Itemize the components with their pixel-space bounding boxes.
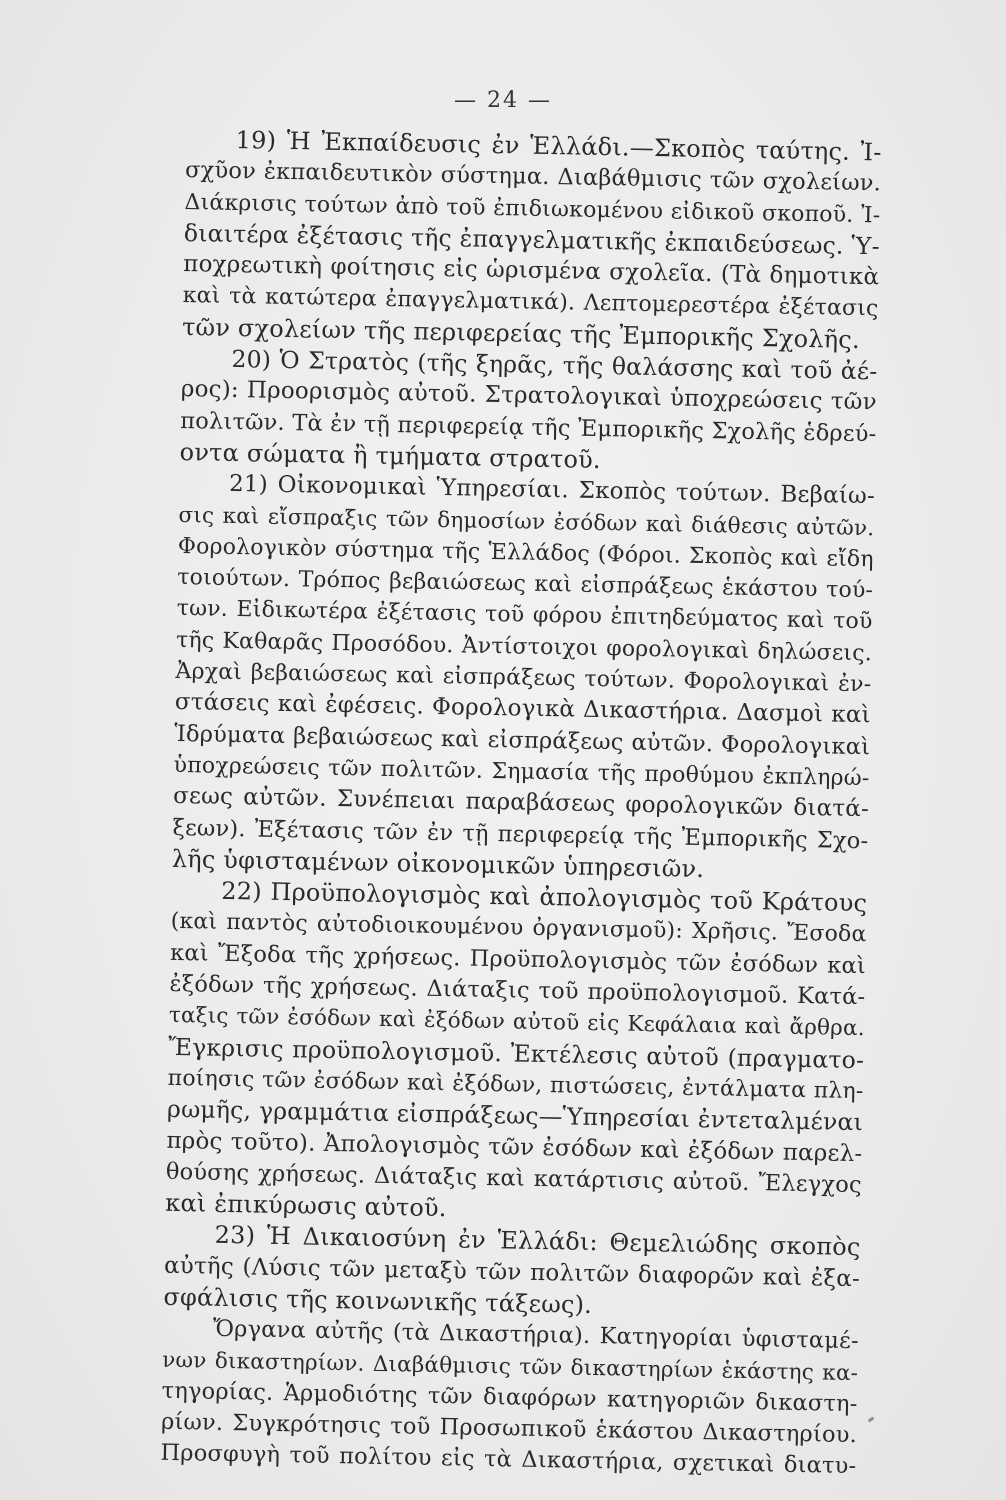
text-line: πρὸς τοῦτο). Ἀπολογισμὸς τῶν ἐσόδων καὶ ἐξόδων παρελ- — [166, 1127, 863, 1167]
text-line: 21) Οἰκονομικαὶ Ὑπηρεσίαι. Σκοπὸς τούτων. Βεβαίω- — [228, 471, 876, 510]
text-line: πολιτῶν. Τὰ ἐν τῇ περιφερείᾳ τῆς Ἐμπορικῆς Σχολῆς ἑδρεύ- — [180, 407, 877, 447]
text-line: ρίων. Συγκρότησις τοῦ Προσωπικοῦ ἑκάστου Δικαστηρίου. — [160, 1408, 858, 1449]
text-line: νων δικαστηρίων. Διαβάθμισις τῶν δικαστηρίων ἑκάστης κα- — [162, 1347, 859, 1386]
page-number: — 24 — — [454, 88, 552, 113]
text-line: ὑποχρεώσεις τῶν πολιτῶν. Σημασία τῆς προθύμου ἐκπληρώ- — [173, 752, 870, 792]
text-line: σις καὶ εἴσπραξις τῶν δημοσίων ἐσόδων καὶ διάθεσις αὐτῶν. — [178, 502, 875, 541]
text-line: οντα σώματα ἢ τμήματα στρατοῦ. — [179, 437, 602, 474]
text-line: σχῦον ἐκπαιδευτικὸν σύστημα. Διαβάθμισις τῶν σχολείων. — [184, 157, 882, 197]
text-line: τῶν σχολείων τῆς περιφερείας τῆς Ἐμπορικῆς Σχολῆς. — [181, 312, 861, 354]
text-line: ποχρεωτικὴ φοίτησις εἰς ὡρισμένα σχολεῖα. (Τὰ δημοτικὰ — [183, 251, 880, 291]
text-line: σφάλισις τῆς κοινωνικῆς τάξεως). — [163, 1282, 593, 1319]
text-line: Προσφυγὴ τοῦ πολίτου εἰς τὰ Δικαστήρια, σχετικαὶ διατυ- — [160, 1440, 857, 1480]
text-line: Ἀρχαὶ βεβαιώσεως καὶ εἰσπράξεως τούτων. Φορολογικαὶ ἐν- — [175, 658, 872, 698]
text-line: ρωμῆς, γραμμάτια εἰσπράξεως—Ὑπηρεσίαι ἐντεταλμέναι — [166, 1095, 864, 1137]
text-line: 23) Ἡ Δικαιοσύνη ἐν Ἑλλάδι: Θεμελιώδης σκοπὸς — [214, 1221, 861, 1262]
text-line: διαιτέρα ἐξέτασις τῆς ἐπαγγελματικῆς ἐκπαιδεύσεως. Ὑ- — [183, 218, 881, 261]
text-line: καὶ ἐπικύρωσις αὐτοῦ. — [165, 1188, 447, 1223]
text-line: τοιούτων. Τρόπος βεβαιώσεως καὶ εἰσπράξεως ἑκάστου τού- — [177, 565, 874, 604]
text-line: σεως αὐτῶν. Συνέπειαι παραβάσεως φορολογικῶν διατά- — [172, 783, 870, 823]
text-line: 20) Ὁ Στρατὸς (τῆς ξηρᾶς, τῆς θαλάσσης καὶ τοῦ ἀέ- — [231, 344, 878, 386]
text-line: ἐξόδων τῆς χρήσεως. Διάταξις τοῦ προϋπολογισμοῦ. Κατά- — [169, 970, 866, 1011]
text-line: ποίησις τῶν ἐσόδων καὶ ἐξόδων, πιστώσεις, ἐντάλματα πλη- — [167, 1065, 864, 1105]
text-line: Φορολογικὸν σύστημα τῆς Ἑλλάδος (Φόροι. Σκοπὸς καὶ εἴδη — [177, 533, 875, 573]
text-line: αὐτῆς (Λύσις τῶν μεταξὺ τῶν πολιτῶν διαφορῶν καὶ ἐξα- — [163, 1252, 861, 1292]
text-line: στάσεις καὶ ἐφέσεις. Φορολογικὰ Δικαστήρια. Δασμοὶ καὶ — [174, 689, 872, 729]
text-line: θούσης χρήσεως. Διάταξις καὶ κατάρτισις αὐτοῦ. Ἔλεγχος — [165, 1158, 863, 1198]
text-line: τῆς Καθαρᾶς Προσόδου. Ἀντίστοιχοι φορολογικαὶ δηλώσεις. — [175, 627, 873, 667]
text-line: 22) Προϋπολογισμὸς καὶ ἀπολογισμὸς τοῦ Κράτους — [221, 876, 868, 918]
text-line: λῆς ὑφισταμένων οἰκονομικῶν ὑπηρεσιῶν. — [171, 844, 705, 883]
text-line: τηγορίας. Ἁρμοδιότης τῶν διαφόρων κατηγοριῶν δικαστη- — [161, 1377, 858, 1418]
ink-mark — [868, 1417, 875, 1423]
text-line: ξεων). Ἐξέτασις τῶν ἐν τῇ περιφερείᾳ τῆς Ἐμπορικῆς Σχο- — [172, 814, 869, 854]
text-line: ταξις τῶν ἐσόδων καὶ ἐξόδων αὐτοῦ εἰς Κεφάλαια καὶ ἄρθρα. — [168, 1003, 865, 1042]
text-line: Διάκρισις τούτων ἀπὸ τοῦ ἐπιδιωκομένου εἰδικοῦ σκοποῦ. Ἰ- — [184, 189, 881, 228]
text-line: 19) Ἡ Ἐκπαίδευσις ἐν Ἑλλάδι.—Σκοπὸς ταύτης. Ἰ- — [235, 125, 882, 167]
text-line: των. Εἰδικωτέρα ἐξέτασις τοῦ φόρου ἐπιτηδεύματος καὶ τοῦ — [176, 596, 873, 635]
body-text — [160, 124, 882, 1483]
text-line: Ἱδρύματα βεβαιώσεως καὶ εἰσπράξεως αὐτῶν. Φορολογικαὶ — [174, 720, 871, 760]
text-line: Ὄργανα αὐτῆς (τὰ Δικαστήρια). Κατηγορίαι ὑφισταμέ- — [212, 1316, 860, 1355]
text-line: καὶ τὰ κατώτερα ἐπαγγελματικά). Λεπτομερεστέρα ἐξέτασις — [182, 283, 879, 322]
text-line: ρος): Προορισμὸς αὐτοῦ. Στρατολογικαὶ ὑποχρεώσεις τῶν — [180, 376, 878, 416]
text-line: (καὶ παντὸς αὐτοδιοικουμένου ὀργανισμοῦ): Χρῆσις. Ἔσοδα — [170, 909, 867, 948]
text-line: καὶ Ἔξοδα τῆς χρήσεως. Προϋπολογισμὸς τῶν ἐσόδων καὶ — [169, 939, 867, 979]
text-line: Ἔγκρισις προϋπολογισμοῦ. Ἐκτέλεσις αὐτοῦ (πραγματο- — [168, 1032, 865, 1074]
